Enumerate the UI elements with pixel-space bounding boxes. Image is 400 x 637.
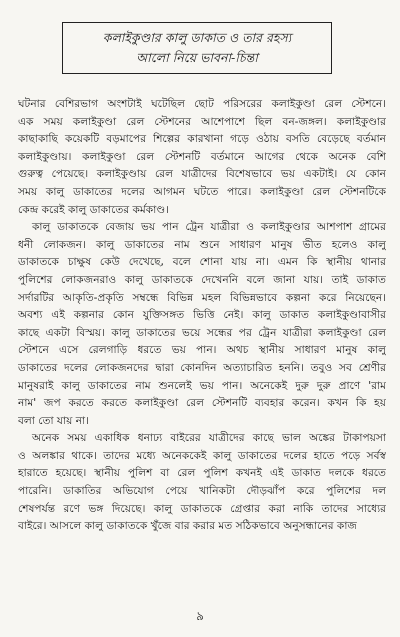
paragraph-2: [18, 219, 386, 430]
text-line: কাছাকাছি কয়েকটি বড়মাপের শিল্পের কারখানা গড়ে ওঠায় বসতি বেড়েছে বর্তমান: [18, 133, 386, 146]
text-line: কালু ডাকাতকে বেজায় ভয় পান ট্রেন যাত্রীরা ও কলাইকুণ্ডার আশপাশ গ্রামের: [32, 221, 386, 234]
text-line: শেষপর্যন্ত রণে ভঙ্গ দিয়েছে। কালু ডাকাতকে গ্রেপ্তার করা নাকি তাদের সাধ্যের: [18, 502, 386, 515]
text-line: বাইরে। আসলে কালু ডাকাতকে খুঁজে বার করার মত সঠিকভাবে অনুসন্ধানের কাজ: [18, 520, 357, 533]
paragraph-3: [18, 430, 386, 536]
text-line: পারেনি। ডাকাতির অভিযোগ পেয়ে খানিকটা দৌড়ঝাঁপ করে পুলিশের দল: [18, 485, 386, 498]
text-line: অনেক সময় একাধিক ধনাঢ্য বাইরের যাত্রীদের কাছে ভাল অঙ্কের টাকাপয়সা: [32, 432, 386, 445]
body-text: [18, 96, 386, 536]
text-line: ডাকাতের দলের লোকজনদের দ্বারা কোনদিন অত্যাচারিত হননি। তবুও সব শ্রেণীর: [18, 361, 386, 374]
text-line: ও অলঙ্কার থাকে। তাদের মধ্যে অনেককেই কালু ডাকাতের দলের হাতে পড়ে সর্বস্ব: [18, 449, 386, 462]
text-line: মানুষরাই কালু ডাকাতের নাম শুনলেই ভয় পান। অনেকেই দুরু দুরু প্রাণে 'রাম: [18, 379, 386, 392]
text-line: গুরুত্ব পেয়েছে। কলাইকুণ্ডায় রেল যাত্রীদের বিশেষভাবে ভয় একটাই। যে কোন: [18, 168, 386, 181]
text-line: ডাকাতকে চাক্ষুষ কেউ দেখেছে, বলে শোনা যায় না। এমন কি স্থানীয় থানার: [18, 256, 386, 269]
text-line: কেন্দ্র করেই কালু ডাকাতের কর্মকাণ্ড।: [18, 203, 170, 216]
text-line: পুলিশের লোকজনরাও কালু ডাকাতকে দেখেননি বলে জানা যায়। তাই ডাকাত: [18, 273, 386, 286]
page-number: ৯: [196, 609, 204, 623]
text-line: বলা তো যায় না।: [18, 414, 89, 427]
paragraph-1: [18, 96, 386, 219]
text-line: সময় কালু ডাকাতের দলের আগমন ঘটতে পারে। কলাইকুণ্ডা রেল স্টেশনটিকে: [18, 185, 386, 198]
chapter-title-line-1: কলাইকুণ্ডার কালু ডাকাত ও তার রহস্য: [102, 30, 292, 45]
text-line: ঘটনার বেশিরভাগ অংশটাই ঘটেছিল ছোট পরিসরের কলাইকুণ্ডা রেল স্টেশনে।: [18, 98, 386, 110]
text-line: নাম' জপ করতে করতে কলাইকুণ্ডা রেল স্টেশনটি ব্যবহার করেন। কখন কি হয়: [18, 397, 386, 410]
text-line: হারাতে হয়েছে। স্থানীয় পুলিশ বা রেল পুলিশ কখনই এই ডাকাত দলকে ধরতে: [18, 467, 386, 480]
chapter-title-box: [62, 22, 332, 74]
text-line: এক সময় কলাইকুণ্ডা রেল স্টেশনের আশেপাশে ছিল বন-জঙ্গল। কলাইকুণ্ডার: [18, 115, 386, 128]
text-line: অবশ্য এই কল্পনার কোন যুক্তিসঙ্গত ভিত্তি নেই। কালু ডাকাত কলাইকুণ্ডাবাসীর: [18, 309, 386, 322]
text-line: কাছে একটা বিস্ময়। কালু ডাকাতের ভয়ে সন্ধের পর ট্রেন যাত্রীরা কলাইকুণ্ডা রেল: [18, 326, 386, 339]
text-line: ধনী লোকজন। কালু ডাকাতের নাম শুনে সাধারণ মানুষ ভীত হলেও কালু: [18, 238, 386, 251]
chapter-title-line-2: আলো নিয়ে ভাবনা-চিন্তা: [136, 50, 258, 65]
text-line: সর্দারটির আকৃতি-প্রকৃতি সম্বন্ধে বিভিন্ন মহল বিভিন্নভাবে কল্পনা করে নিয়েছেন।: [18, 291, 386, 304]
text-line: কলাইকুণ্ডায়। কলাইকুণ্ডা রেল স্টেশনটি বর্তমানে আগের থেকে অনেক বেশি: [18, 150, 386, 163]
text-line: স্টেশনে এসে রেলগাড়ি ধরতে ভয় পান। অথচ স্থানীয় সাধারণ মানুষ কালু: [18, 344, 386, 357]
